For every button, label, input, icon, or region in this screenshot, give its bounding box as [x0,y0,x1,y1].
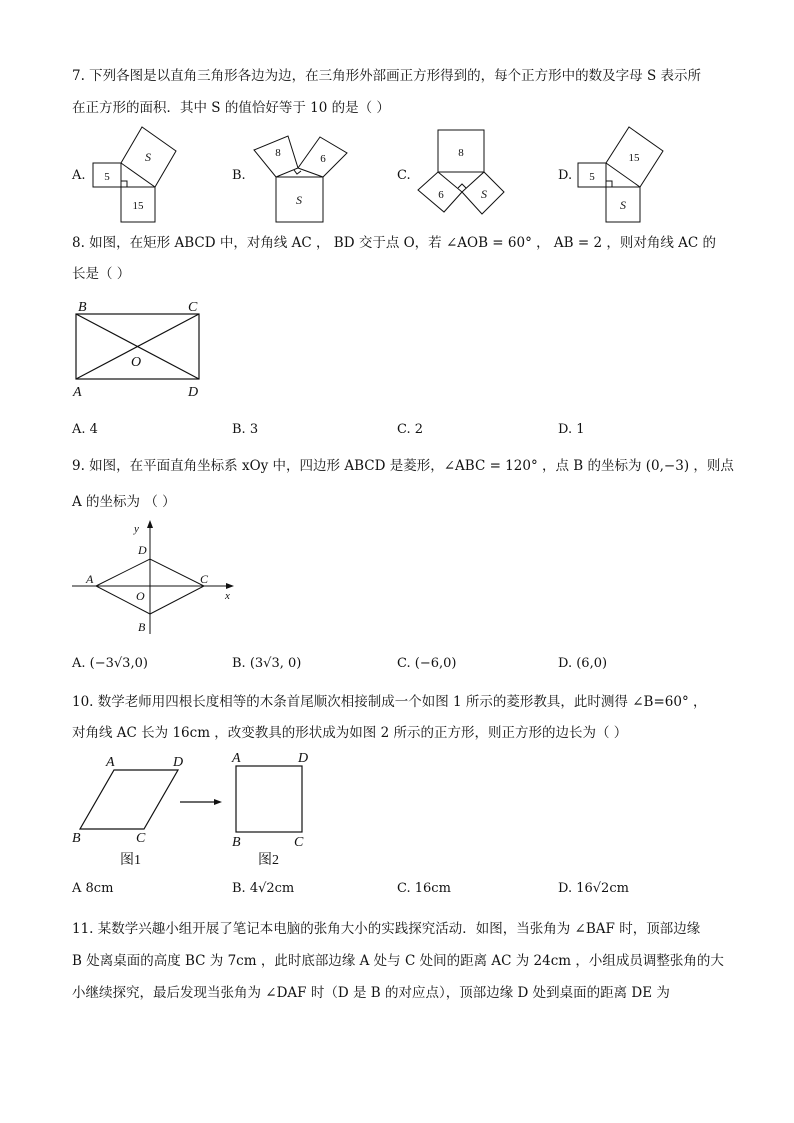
q7-b-area-6: 6 [320,153,326,165]
q11-stem-line1: 11. 某数学兴趣小组开展了笔记本电脑的张角大小的实践探究活动．如图，当张角为 ∠BAF 时，顶部边缘 [72,921,701,937]
q7-option-c[interactable]: C. [397,168,411,183]
q10-option-b[interactable]: B. 4√2cm [232,881,295,896]
q8-stem-line1: 8. 如图，在矩形 ABCD 中，对角线 AC ， BD 交于点 O，若 ∠AOB = 60° ， AB = 2 ，则对角线 AC 的 [72,235,717,251]
q7-d-area-5: 5 [589,171,595,183]
q10-fig1-caption: 图1 [120,853,141,868]
q8-label-c: C [188,300,198,315]
q7-c-area-6: 6 [438,189,444,201]
q7-b-area-8: 8 [275,147,281,159]
q10-stem-line2: 对角线 AC 长为 16cm ，改变教具的形状成为如图 2 所示的正方形，则正方形的边长为（ ） [72,725,628,741]
q10-option-d[interactable]: D. 16√2cm [558,881,629,896]
q7-figure-a [90,126,180,224]
q9-label-o: O [136,589,145,603]
q8-label-b: B [78,300,87,315]
q8-label-d: D [188,385,199,400]
q8-stem-line2: 长是（ ） [72,266,131,282]
q8-option-c[interactable]: C. 2 [397,422,424,437]
q9-label-c: C [200,572,209,586]
q11-stem-line2: B 处离桌面的高度 BC 为 7cm ，此时底部边缘 A 处与 C 处间的距离 AC 为 24cm ，小组成员调整张角的大 [72,953,724,969]
q10-option-a[interactable]: A 8cm [72,881,114,896]
q9-axis-x: x [225,590,230,602]
q10-fig2-b: B [232,835,241,850]
q7-stem-line1: 7. 下列各图是以直角三角形各边为边，在三角形外部画正方形得到的，每个正方形中的数及字母 S 表示所 [72,68,702,84]
q7-figure-d [575,126,675,224]
q9-label-d: D [138,543,147,557]
q7-b-area-s: S [296,193,302,207]
q10-fig2-a: A [232,751,241,766]
q8-option-b[interactable]: B. 3 [232,422,259,437]
q10-fig1-a: A [106,755,115,770]
q10-fig2-caption: 图2 [258,853,279,868]
q7-a-area-5: 5 [104,171,110,183]
q7-option-a[interactable]: A. [72,168,86,183]
q7-c-area-8: 8 [458,147,464,159]
q9-option-c[interactable]: C. (−6,0) [397,656,457,671]
q9-stem-line1: 9. 如图，在平面直角坐标系 xOy 中，四边形 ABCD 是菱形，∠ABC = 120° ，点 B 的坐标为 (0,−3) ，则点 [72,458,734,474]
q7-a-area-15: 15 [132,200,144,212]
q10-stem-line1: 10. 数学老师用四根长度相等的木条首尾顺次相接制成一个如图 1 所示的菱形教具，此时测得 ∠B=60° ， [72,694,707,710]
q9-label-b: B [138,620,146,634]
q7-figure-c [414,126,514,224]
q9-stem-line2: A 的坐标为 （ ） [72,494,176,510]
q9-option-d[interactable]: D. (6,0) [558,656,608,671]
q10-square [236,766,302,832]
q8-rectangle-figure [70,296,210,404]
q10-fig2-d: D [298,751,309,766]
q7-d-area-s: S [620,198,626,212]
q11-stem-line3: 小继续探究，最后发现当张角为 ∠DAF 时（D 是 B 的对应点），顶部边缘 D 处到桌面的距离 DE 为 [72,985,670,1001]
q9-rhombus-figure [68,518,240,638]
q9-option-a[interactable]: A. (−3√3,0) [72,656,148,671]
q7-option-b[interactable]: B. [232,168,246,183]
q8-label-o: O [131,355,142,370]
q7-a-area-s: S [145,150,151,164]
q9-option-b[interactable]: B. (3√3, 0) [232,656,302,671]
q10-figures [68,750,318,870]
q10-fig1-b: B [72,831,81,846]
q7-c-area-s: S [481,187,487,201]
q7-option-d[interactable]: D. [558,168,573,183]
q9-label-a: A [86,572,94,586]
q8-option-d[interactable]: D. 1 [558,422,585,437]
q7-stem-line2: 在正方形的面积．其中 S 的值恰好等于 10 的是（ ） [72,100,390,116]
q10-arrow-head [214,799,222,805]
q8-option-a[interactable]: A. 4 [72,422,98,437]
q10-option-c[interactable]: C. 16cm [397,881,451,896]
q10-fig2-c: C [294,835,304,850]
q9-axis-y: y [134,523,139,535]
q7-figure-b [250,126,350,224]
q10-fig1-c: C [136,831,146,846]
q10-fig1-d: D [173,755,184,770]
q10-rhombus [80,770,178,829]
q7-d-area-15: 15 [628,152,640,164]
q8-label-a: A [73,385,82,400]
